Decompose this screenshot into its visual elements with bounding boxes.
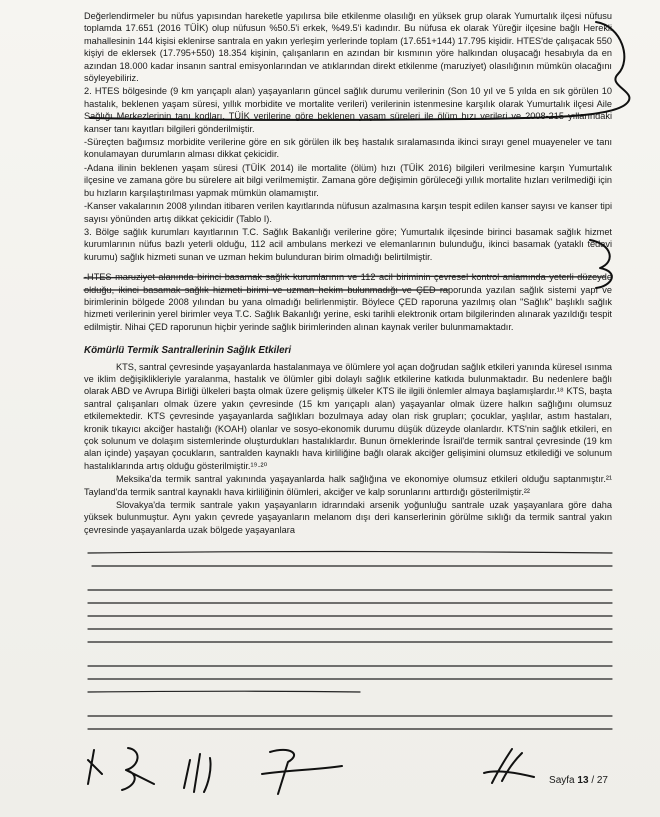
paragraph-morbidity: -Süreçten bağımsız morbidite verilerine göre en sık görülen ilk beş hastalık sıralamasında ikinci sırayı genel muayeneler ve tanı konulamayan durumların alması dikkat çekicidir. — [84, 137, 612, 160]
signature-right — [478, 738, 538, 798]
underline-mexico-3 — [88, 691, 360, 692]
section-paragraph-kts: KTS, santral çevresinde yaşayanlarda hastalanmaya ve ölümlere yol açan doğrudan sağlık etkileri yanında küresel ısınma ve iklim değişiklikleriyle yaralanma, hastalık ve ölümler gibi dolaylı sağlık etkilerine katkıda bulunmaktadır. Bu nedenlere bağlı olarak ABD ve Avrupa Birliği ülkeleri başta olmak üzere gelişmiş ülkeler KTS ile ilgili önlemler almaya başlamışlardır.¹⁸ KTS, başta santral çalışanları olmak üzere yakın çevresinde (15 km yarıçaplı alan) yaşayanlar olmak üzere halkın sağlığını olumsuz etkilemektedir. KTS çevresinde yaşayanlarda sağlıkları bozulmaya aday olan risk grupları; çocuklar, yaşlılar, astım hastaları, kronik tıkayıcı akciğer hastalığı (KOAH) olanlar ve sosyo-ekonomik durumu düşük düzeyde olanlardır. KTS'nin sağlık etkileri, en çok solunum ve dolaşım sistemlerinde oluşturdukları hastalıklardır. Bunun örneklerinde İsrail'de termik santral çevresinde (19 km alan içinde) yaşayan çocukların, santralden kaynaklı hava kirliliğine bağlı olarak akciğer gelişimini olumsuz etkilediği ve solunum hastalıklarında artış olduğu gösterilmiştir.¹⁹·²⁰ — [84, 361, 612, 471]
underline-kts-6 — [88, 628, 612, 629]
underline-kts-3 — [88, 589, 612, 590]
underline-kts-5 — [88, 615, 612, 616]
underline-slovakia-1 — [88, 715, 612, 716]
page-label: Sayfa — [549, 775, 575, 786]
section-heading: Kömürlü Termik Santrallerinin Sağlık Etkileri — [84, 345, 292, 357]
document-body — [84, 10, 612, 537]
page-total: / 27 — [591, 775, 608, 786]
underline-kts-1 — [88, 552, 612, 554]
page-number: 13 — [577, 775, 589, 786]
signatures-bottom — [80, 740, 410, 800]
underline-mexico-1 — [88, 665, 612, 666]
underline-kts-4 — [88, 602, 612, 603]
section-paragraph-slovakia: Slovakya'da termik santrale yakın yaşayanların idrarındaki arsenik yoğunluğu santrale uzak yaşayanlara göre daha yüksek bulunmuştur. Aynı yakın çevrede yaşayanların melanom dışı deri kanserlerinin görülme sıklığı da termik santral yakın çevresinde yaşayanlarda uzak bölgede yaşayanlara — [84, 500, 612, 535]
underline-mexico-2 — [88, 678, 612, 679]
page-footer — [549, 775, 608, 786]
underline-kts-2 — [92, 565, 612, 566]
section-paragraph-mexico: Meksika'da termik santral yakınında yaşayanlarda halk sağlığına ve ekonomiye olumsuz etkileri olduğu saptanmıştır.²¹ Tayland'da termik santral kaynaklı hava kirliliğinin ölümleri, akciğer ve kalp sorunlarını arttırdığı gösterilmiştir.²² — [84, 474, 612, 497]
paragraph-population: Değerlendirmeler bu nüfus yapısından hareketle yapılırsa bile etkilenme olasılığı en yüksek grup olarak Yumurtalık ilçesi nüfusu toplamda 17.651 (2016 TÜİK) olup nüfusun %50.5'i erkek, %49.5'i kadındır. Bu nüfusa ek olarak Yüreğir ilçesine bağlı Herekli mahallesinin 144 kişisi eklenirse santrala en yakın yerleşim yerlerinde toplam (17.651+144) 17.795 kişidir. HTES'de çalışacak 550 kişiyi de eklersek (17.795+550) 18.354 kişinin, çalışanların en azından bir kısmının yöre halkından oluşacağı hesabıyla da en azından 18.000 kadar insanın santral emisyonlarından ve atıklarından direkt etkilenme (maruziyet) olasılığının mümkün olacağını söyleyebiliriz. — [84, 11, 612, 84]
underline-slovakia-2 — [88, 728, 612, 729]
paragraph-item-2: 2. HTES bölgesinde (9 km yarıçaplı alan) yaşayanların güncel sağlık durumu verilerinin (Son 10 yıl ve 5 yılda en sık görülen 10 hastalık, beklenen yaşam süresi, yıllık morbidite ve mortalite verileri) verilerinin istenmesine karşılık olarak Yumurtalık ilçesi Aile Sağlığı Merkezlerinin tanı kodları, TÜİK verilerine göre beklenen yaşam süreleri ile ölüm hızı verileri ve 2008-215 yıllarındaki kanser tanı kayıtları bilgileri gönderilmiştir. — [84, 86, 612, 134]
paragraph-mortality: -Adana ilinin beklenen yaşam süresi (TÜİK 2014) ile mortalite (ölüm) hızı (TÜİK 2016) bilgileri verilmesine karşın Yumurtalık ilçesine ve zamana göre bu sürelere ait bilgi verilmemiştir. Zamana göre değişimin görüleceği yıllık mortalite hızları verilmediği için bu hızların karşılaştırılması yapmak mümkün olamamıştır. — [84, 162, 612, 198]
underline-kts-7 — [88, 641, 612, 642]
paragraph-cancer: -Kanser vakalarının 2008 yılından itibaren verilen kayıtlarında nüfusun azalmasına karşın tespit edilen kanser sayısı ve kanser tipi sayısı yönünden artış dikkat çekicidir (Tablo I). — [84, 201, 612, 224]
paragraph-exposure: -HTES maruziyet alanında birinci basamak sağlık kurumlarının ve 112 acil biriminin çevresel kontrol anlamında yeterli düzeyde olduğu, ikinci basamak sağlık hizmeti birimi ve uzman hekim bulunmadığı ve ÇED raporunda yazılan sağlık sistemi yapı ve birimlerinin bölgede 2008 yılından bu yana olmadığı belirlenmiştir. Böylece ÇED raporuna yazılmış olan "Sağlık" başlıklı sağlık hizmeti verilerinin yerel birimler veya T.C. Sağlık Bakanlığı yerine, eski tarihli elektronik ortam bilgilerinden alınarak yazıldığı tespit edilmiştir. Nihai ÇED raporunun hiçbir yerinde sağlık birimlerinden alınan kaynak veriler bulunmamaktadır. — [84, 272, 612, 332]
paragraph-item-3: 3. Bölge sağlık kurumları kayıtlarının T.C. Sağlık Bakanlığı verilerine göre; Yumurtalık ilçesinde birinci basamak sağlık hizmet kurumlarının nüfus bazlı yeterli olduğu, 112 acil ambulans merkezi ve elemanlarının bulunduğu, ikinci basamak (yataklı tedavi kurumu) sağlık hizmeti sunan ve uzman hekim bulunduran birim olmadığı belirtilmiştir. — [84, 226, 612, 262]
